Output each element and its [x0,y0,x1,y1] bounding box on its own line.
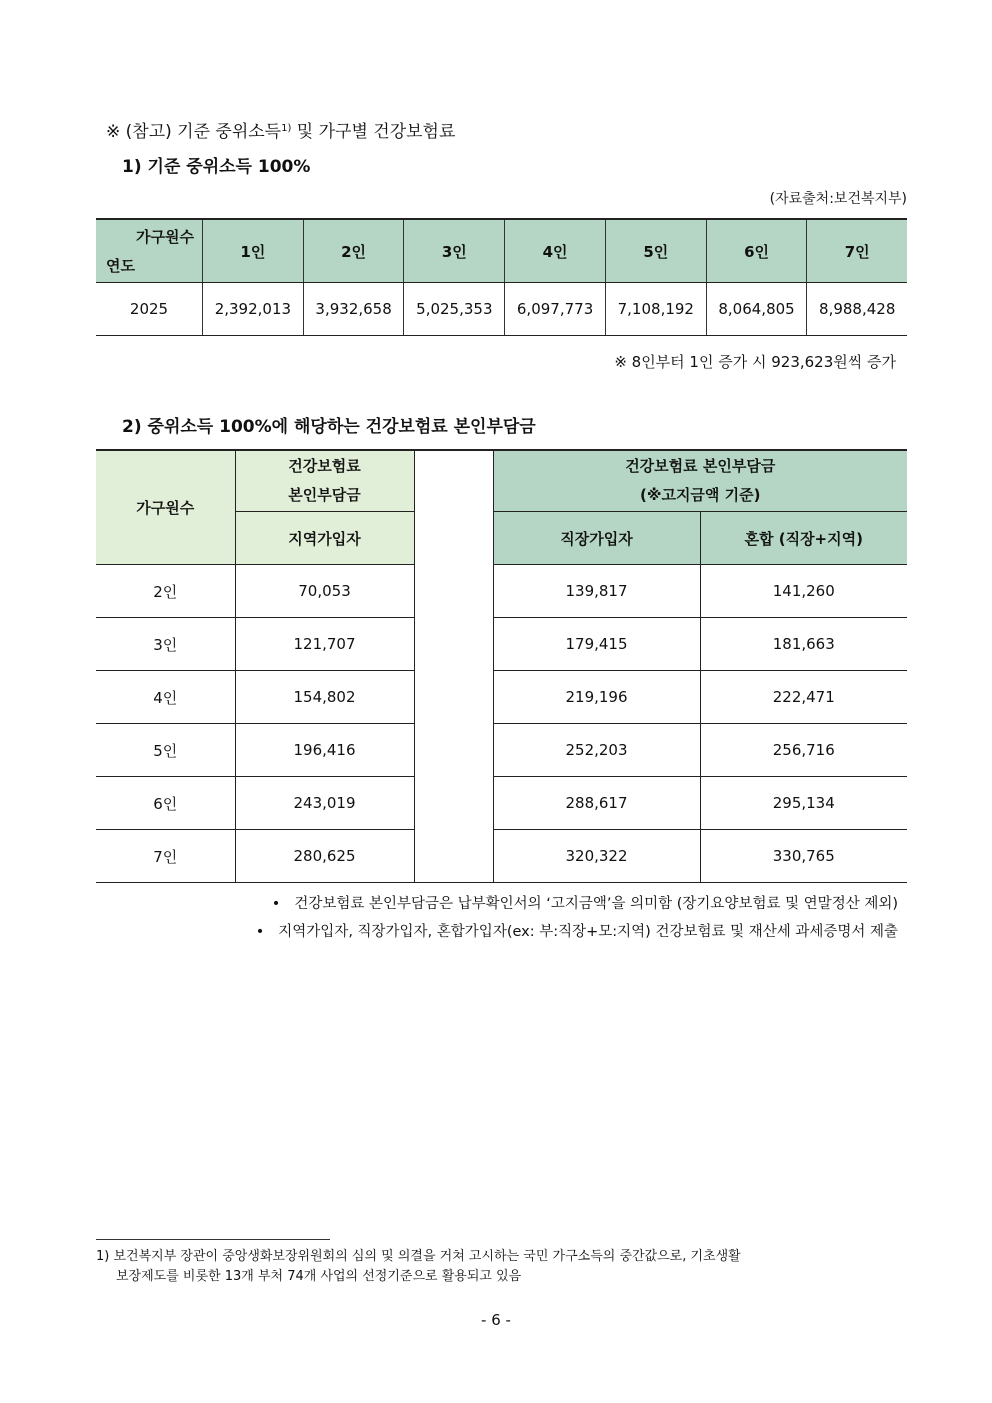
bullet-text: 지역가입자, 직장가입자, 혼합가입자(ex: 부:직장+모:지역) 건강보험료 및 재산세 과세증명서 제출 [278,924,898,940]
col-header: 1인 [203,219,304,283]
income-cell: 5,025,353 [404,283,505,336]
bullet-dot: • [271,896,281,912]
footnote-line1: 1) 보건복지부 장관이 중앙생화보장위원회의 심의 및 의결을 거쳐 고시하는 국민 가구소득의 중간값으로, 기초생활 [96,1249,741,1264]
workplace-cell: 320,322 [493,830,700,883]
table-row [96,724,907,777]
mixed-cell: 141,260 [700,565,907,618]
footnote-divider [96,1239,330,1240]
year-cell: 2025 [96,283,203,336]
household-cell: 7인 [96,830,235,883]
regional-cell: 121,707 [235,618,414,671]
mixed-cell: 330,765 [700,830,907,883]
income-cell: 7,108,192 [605,283,706,336]
workplace-cell: 288,617 [493,777,700,830]
income-cell: 8,988,428 [807,283,907,336]
regional-group-line2: 본인부담금 [288,486,361,504]
regional-cell: 243,019 [235,777,414,830]
notice-group-line2: (※고지금액 기준) [640,486,761,504]
document-title [106,117,455,142]
household-header: 가구원수 [96,450,235,565]
household-cell: 5인 [96,724,235,777]
source-note: (자료출처:보건복지부) [769,191,907,207]
table-row [96,618,907,671]
notice-group-header [493,450,907,512]
table-row [96,565,907,618]
income-cell: 6,097,773 [505,283,606,336]
income-cell: 2,392,013 [203,283,304,336]
title-prefix: ※ (참고) 기준 중위소득 [106,122,282,142]
insurance-premium-table [96,449,907,883]
table-row [96,283,907,336]
col-header: 6인 [706,219,807,283]
table-row [96,671,907,724]
col-header: 7인 [807,219,907,283]
footnote-line2: 보장제도를 비롯한 13개 부처 74개 사업의 선정기준으로 활용되고 있음 [116,1269,522,1284]
bullet-item [272,892,898,913]
workplace-cell: 179,415 [493,618,700,671]
column-gap [414,450,493,883]
household-cell: 6인 [96,777,235,830]
section1-heading: 1) 기준 중위소득 100% [122,157,311,177]
footnote [96,1247,916,1287]
regional-group-header [235,450,414,512]
regional-group-line1: 건강보험료 [288,457,361,475]
income-cell: 8,064,805 [706,283,807,336]
corner-header-cell [96,219,203,283]
notice-group-line1: 건강보험료 본인부담금 [625,457,776,475]
mixed-cell: 295,134 [700,777,907,830]
bullet-text: 건강보험료 본인부담금은 납부확인서의 ‘고지금액’을 의미함 (장기요양보험료 및 연말정산 제외) [294,896,898,912]
mixed-cell: 256,716 [700,724,907,777]
footnote-marker: 1) [281,123,292,134]
table-row [96,830,907,883]
page-number: - 6 - [481,1311,511,1329]
corner-label-household: 가구원수 [136,228,194,246]
title-suffix: 및 가구별 건강보험료 [291,122,456,142]
mixed-cell: 222,471 [700,671,907,724]
premium-header-row-1 [96,450,907,512]
col-header: 3인 [404,219,505,283]
increment-note: ※ 8인부터 1인 증가 시 923,623원씩 증가 [614,353,896,371]
col-header: 2인 [303,219,404,283]
workplace-subheader: 직장가입자 [493,512,700,565]
income-cell: 3,932,658 [303,283,404,336]
median-income-header-row [96,219,907,283]
regional-cell: 196,416 [235,724,414,777]
household-cell: 2인 [96,565,235,618]
section2-heading: 2) 중위소득 100%에 해당하는 건강보험료 본인부담금 [122,417,536,437]
median-income-table [96,218,907,336]
col-header: 4인 [505,219,606,283]
bullet-item [256,920,898,941]
workplace-cell: 252,203 [493,724,700,777]
mixed-subheader: 혼합 (직장+지역) [700,512,907,565]
workplace-cell: 139,817 [493,565,700,618]
regional-cell: 154,802 [235,671,414,724]
bullet-dot: • [255,924,265,940]
regional-subheader: 지역가입자 [235,512,414,565]
table-row [96,777,907,830]
regional-cell: 70,053 [235,565,414,618]
corner-label-year: 연도 [106,257,135,275]
household-cell: 4인 [96,671,235,724]
col-header: 5인 [605,219,706,283]
household-cell: 3인 [96,618,235,671]
mixed-cell: 181,663 [700,618,907,671]
regional-cell: 280,625 [235,830,414,883]
workplace-cell: 219,196 [493,671,700,724]
